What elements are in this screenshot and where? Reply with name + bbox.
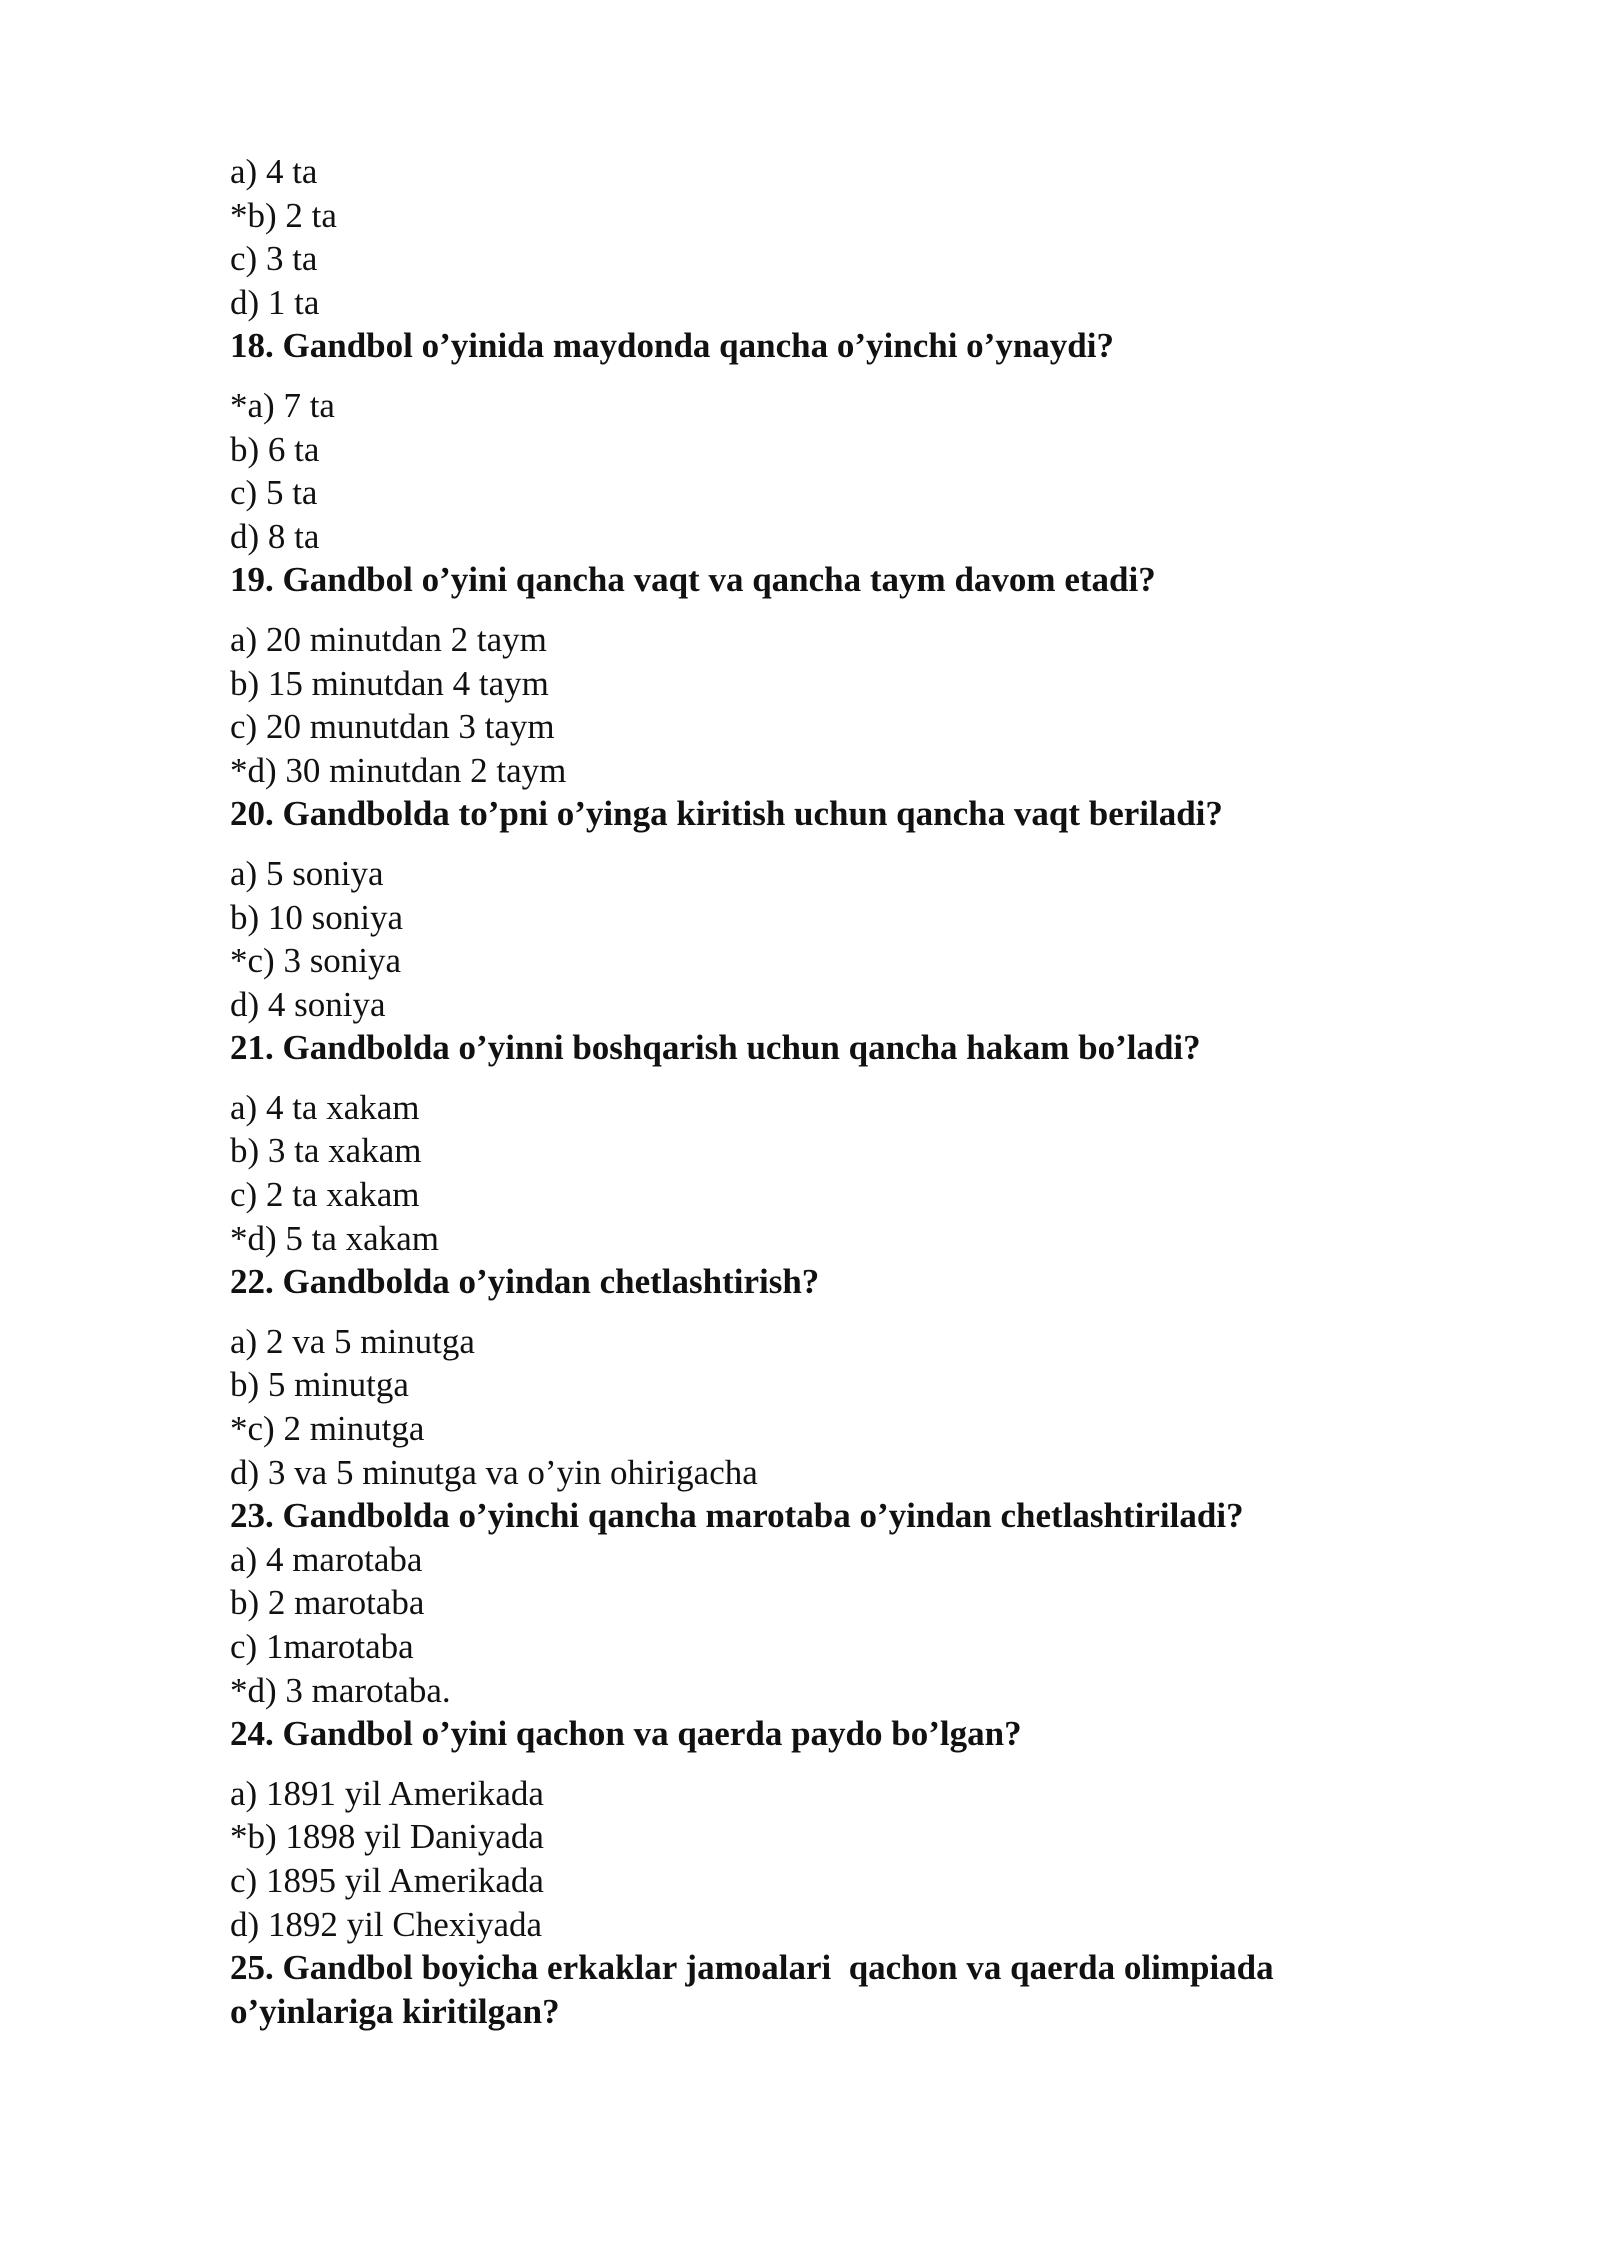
answer-option: c) 20 munutdan 3 taym bbox=[230, 707, 555, 747]
answer-option: *a) 7 ta bbox=[230, 385, 335, 425]
question-text: 18. Gandbol o’yinida maydonda qancha o’yinchi o’ynaydi? bbox=[230, 326, 1114, 366]
answer-option: c) 2 ta xakam bbox=[230, 1175, 420, 1215]
answer-option: *d) 5 ta xakam bbox=[230, 1218, 439, 1258]
answer-option: b) 5 minutga bbox=[230, 1365, 409, 1405]
answer-option: b) 2 marotaba bbox=[230, 1583, 425, 1623]
answer-option: d) 3 va 5 minutga va o’yin ohirigacha bbox=[230, 1452, 758, 1492]
answer-option: a) 4 ta xakam bbox=[230, 1087, 420, 1127]
answer-option: *b) 1898 yil Daniyada bbox=[230, 1817, 544, 1857]
answer-option: b) 3 ta xakam bbox=[230, 1131, 422, 1171]
answer-option: c) 1marotaba bbox=[230, 1627, 414, 1666]
answer-option: *d) 3 marotaba. bbox=[230, 1670, 451, 1710]
answer-option: a) 2 va 5 minutga bbox=[230, 1321, 475, 1361]
answer-option: b) 10 soniya bbox=[230, 897, 404, 937]
answer-option: *d) 30 minutdan 2 taym bbox=[230, 750, 567, 790]
question-text: 21. Gandbolda o’yinni boshqarish uchun qancha hakam bo’ladi? bbox=[230, 1028, 1201, 1068]
answer-option: d) 1 ta bbox=[230, 282, 320, 322]
answer-option: *c) 2 minutga bbox=[230, 1409, 425, 1449]
answer-option: a) 4 marotaba bbox=[230, 1539, 423, 1579]
question-text: 19. Gandbol o’yini qancha vaqt va qancha taym davom etadi? bbox=[230, 560, 1156, 600]
answer-option: a) 5 soniya bbox=[230, 853, 384, 893]
answer-option: a) 4 ta bbox=[230, 152, 318, 191]
question-text: 20. Gandbolda to’pni o’yinga kiritish uchun qancha vaqt beriladi? bbox=[230, 794, 1223, 834]
answer-option: *c) 3 soniya bbox=[230, 941, 402, 981]
answer-option: d) 1892 yil Chexiyada bbox=[230, 1904, 543, 1944]
question-text: 24. Gandbol o’yini qachon va qaerda paydo bo’lgan? bbox=[230, 1714, 1022, 1754]
question-text: 25. Gandbol boyicha erkaklar jamoalari qachon va qaerda olimpiada o’yinlariga kiritilgan? bbox=[230, 1948, 1283, 2031]
answer-option: *b) 2 ta bbox=[230, 195, 337, 235]
answer-option: b) 15 minutdan 4 taym bbox=[230, 663, 549, 703]
answer-option: a) 1891 yil Amerikada bbox=[230, 1773, 544, 1813]
answer-option: d) 8 ta bbox=[230, 516, 320, 556]
question-text: 23. Gandbolda o’yinchi qancha marotaba o’yindan chetlashtiriladi? bbox=[230, 1496, 1244, 1536]
question-text: 22. Gandbolda o’yindan chetlashtirish? bbox=[230, 1262, 820, 1302]
answer-option: c) 1895 yil Amerikada bbox=[230, 1860, 544, 1900]
answer-option: c) 3 ta bbox=[230, 239, 318, 279]
document-page bbox=[230, 150, 1430, 2033]
answer-option: c) 5 ta bbox=[230, 473, 318, 513]
answer-option: b) 6 ta bbox=[230, 429, 320, 469]
answer-option: a) 20 minutdan 2 taym bbox=[230, 619, 547, 659]
answer-option: d) 4 soniya bbox=[230, 984, 386, 1024]
